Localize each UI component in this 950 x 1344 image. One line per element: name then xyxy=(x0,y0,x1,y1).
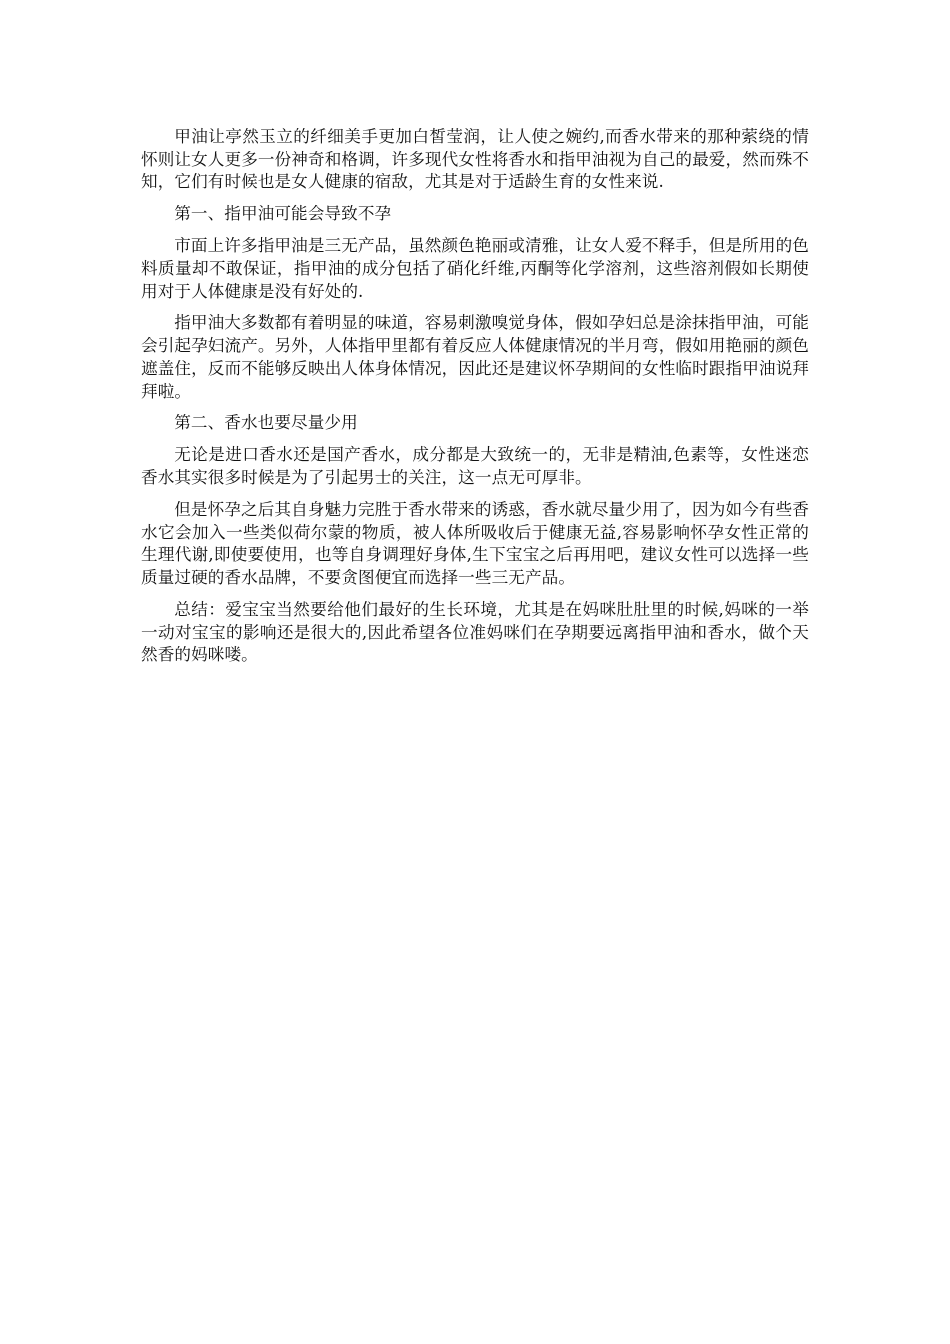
perfume-paragraph-1: 无论是进口香水还是国产香水，成分都是大致统一的，无非是精油,色素等，女性迷恋香水其实很多时候是为了引起男士的关注，这一点无可厚非。 xyxy=(141,445,809,488)
summary-paragraph: 总结：爱宝宝当然要给他们最好的生长环境，尤其是在妈咪肚肚里的时候,妈咪的一举一动对宝宝的影响还是很大的,因此希望各位准妈咪们在孕期要远离指甲油和香水，做个天然香的妈咪喽。 xyxy=(141,599,809,665)
article-body xyxy=(141,126,809,676)
intro-paragraph: 甲油让亭然玉立的纤细美手更加白皙莹润，让人使之婉约,而香水带来的那种萦绕的情怀则让女人更多一份神奇和格调，许多现代女性将香水和指甲油视为自己的最爱，然而殊不知，它们有时候也是女人健康的宿敌，尤其是对于适龄生育的女性来说. xyxy=(141,127,809,192)
nail-polish-paragraph-1: 市面上许多指甲油是三无产品，虽然颜色艳丽或清雅，让女人爱不释手，但是所用的色料质量却不敢保证，指甲油的成分包括了硝化纤维,丙酮等化学溶剂，这些溶剂假如长期使用对于人体健康是没有好处的. xyxy=(141,236,809,301)
perfume-paragraph-2: 但是怀孕之后其自身魅力完胜于香水带来的诱惑，香水就尽量少用了，因为如今有些香水它会加入一些类似荷尔蒙的物质，被人体所吸收后于健康无益,容易影响怀孕女性正常的生理代谢,即使要使用，也等自身调理好身体,生下宝宝之后再用吧，建议女性可以选择一些质量过硬的香水品牌，不要贪图便宜而选择一些三无产品。 xyxy=(141,499,809,588)
section-heading-perfume: 第二、香水也要尽量少用 xyxy=(174,413,358,433)
nail-polish-paragraph-2: 指甲油大多数都有着明显的味道，容易刺激嗅觉身体，假如孕妇总是涂抹指甲油，可能会引起孕妇流产。另外，人体指甲里都有着反应人体健康情况的半月弯，假如用艳丽的颜色遮盖住，反而不能够反映出人体身体情况，因此还是建议怀孕期间的女性临时跟指甲油说拜拜啦。 xyxy=(141,313,809,401)
section-heading-nail-polish: 第一、指甲油可能会导致不孕 xyxy=(174,204,392,224)
